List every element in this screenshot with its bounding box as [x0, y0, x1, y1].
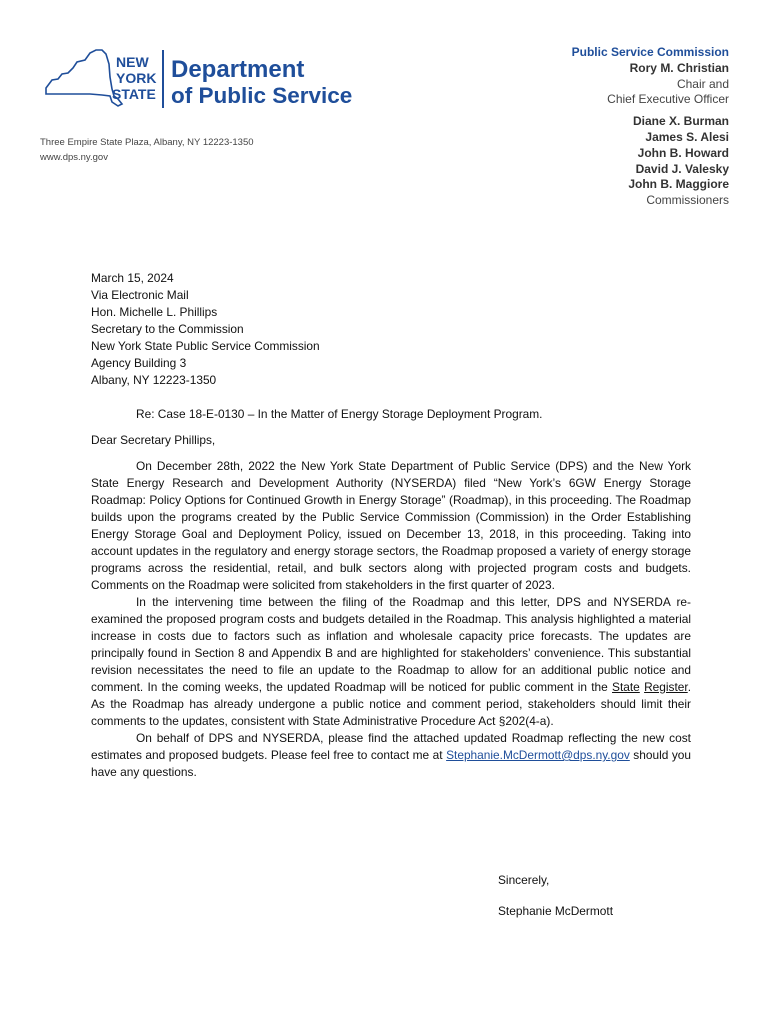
- logo-public-service-text: of Public Service: [171, 83, 353, 108]
- commissioner-name: James S. Alesi: [645, 129, 729, 144]
- paragraph-2: [91, 594, 691, 730]
- new-york-state-map-logo: [40, 44, 370, 114]
- paragraph-1: On December 28th, 2022 the New York State Department of Public Service (DPS) and the New York State Energy Research and Development Authority (NYSERDA) filed “New York’s 6GW Energy Storage Roadmap: Policy Options for Continued Growth in Energy Storage” (Roadmap), in this proceeding. The Roadmap builds upon the programs created by the Public Service Commission (Commission) in the Order Establishing Energy Storage Goal and Deployment Policy, issued on December 13, 2018, in this proceeding. Taking into account updates in the regulatory and energy storage sectors, the Roadmap proposed a variety of energy storage programs across the residential, retail, and bulk sectors along with projected program costs and budgets. Comments on the Roadmap were solicited from stakeholders in the first quarter of 2023.: [91, 459, 691, 592]
- commission-roster: [572, 45, 729, 209]
- logo-divider: [162, 50, 164, 108]
- commission-name: Public Service Commission: [571, 45, 729, 59]
- letter-date: March 15, 2024: [91, 271, 174, 285]
- paragraph-2-text-a: In the intervening time between the filing of the Roadmap and this letter, DPS and NYSERDA re-examined the proposed program costs and budgets detailed in the Roadmap. This analysis highlighted a material increase in costs due to factors such as inflation and wholesale capacity price forecasts. The updates are principally found in Section 8 and Appendix B and are highlighted for stakeholders’ convenience. This substantial revision necessitates the need to file an update to the Roadmap to allow for an additional public notice and comment. In the coming weeks, the updated Roadmap will be noticed for public comment in the: [91, 595, 691, 694]
- salutation: Dear Secretary Phillips,: [91, 433, 216, 447]
- commissioners-label: Commissioners: [646, 193, 729, 208]
- logo-department-text: Department: [171, 56, 305, 83]
- new-york-state-outline-icon: [46, 50, 122, 106]
- signature-block: [498, 872, 613, 920]
- commissioner-name: John B. Maggiore: [628, 177, 729, 192]
- state-word: State: [612, 680, 640, 694]
- signer-name: Stephanie McDermott: [498, 904, 613, 918]
- recipient-line: New York State Public Service Commission: [91, 339, 320, 353]
- paragraph-2-text-b: . As the Roadmap has already undergone a public notice and comment period, stakeholders should limit their comments to the updates, consistent with State Administrative Procedure Act §202(4-a).: [91, 680, 692, 728]
- letterhead-website: www.dps.ny.gov: [40, 152, 108, 163]
- recipient-line: Agency Building 3: [91, 356, 187, 370]
- recipient-line: Secretary to the Commission: [91, 322, 244, 336]
- dps-logo: [40, 44, 370, 114]
- paragraph-3-text-a: On behalf of DPS and NYSERDA, please find the attached updated Roadmap reflecting the new cost estimates and proposed budgets. Please feel free to contact me at: [91, 731, 691, 762]
- chair-title-line2: Chief Executive Officer: [607, 92, 729, 107]
- email-link[interactable]: Stephanie.McDermott@dps.ny.gov: [446, 748, 630, 762]
- logo-state-text: STATE: [112, 86, 156, 102]
- paragraph-3-text-b: should you have any questions.: [91, 748, 691, 779]
- subject-line: Re: Case 18-E-0130 – In the Matter of Energy Storage Deployment Program.: [136, 407, 543, 421]
- letterhead-address-block: [40, 135, 254, 165]
- letterhead-address: Three Empire State Plaza, Albany, NY 12223-1350: [40, 137, 254, 148]
- recipient-line: Albany, NY 12223-1350: [91, 373, 217, 387]
- letter-body: [91, 270, 691, 781]
- commissioner-name: John B. Howard: [637, 145, 729, 160]
- chair-title-line1: Chair and: [676, 76, 729, 91]
- commissioner-name: David J. Valesky: [635, 161, 729, 176]
- paragraph-3: [91, 730, 691, 781]
- recipient-line: Hon. Michelle L. Phillips: [91, 305, 218, 319]
- closing: Sincerely,: [498, 873, 550, 887]
- logo-new-text: NEW: [116, 54, 149, 70]
- chair-name: Rory M. Christian: [629, 60, 729, 75]
- logo-york-text: YORK: [116, 70, 157, 86]
- delivery-method: Via Electronic Mail: [91, 288, 189, 302]
- commissioner-name: Diane X. Burman: [632, 114, 729, 129]
- register-word: Register: [644, 680, 688, 694]
